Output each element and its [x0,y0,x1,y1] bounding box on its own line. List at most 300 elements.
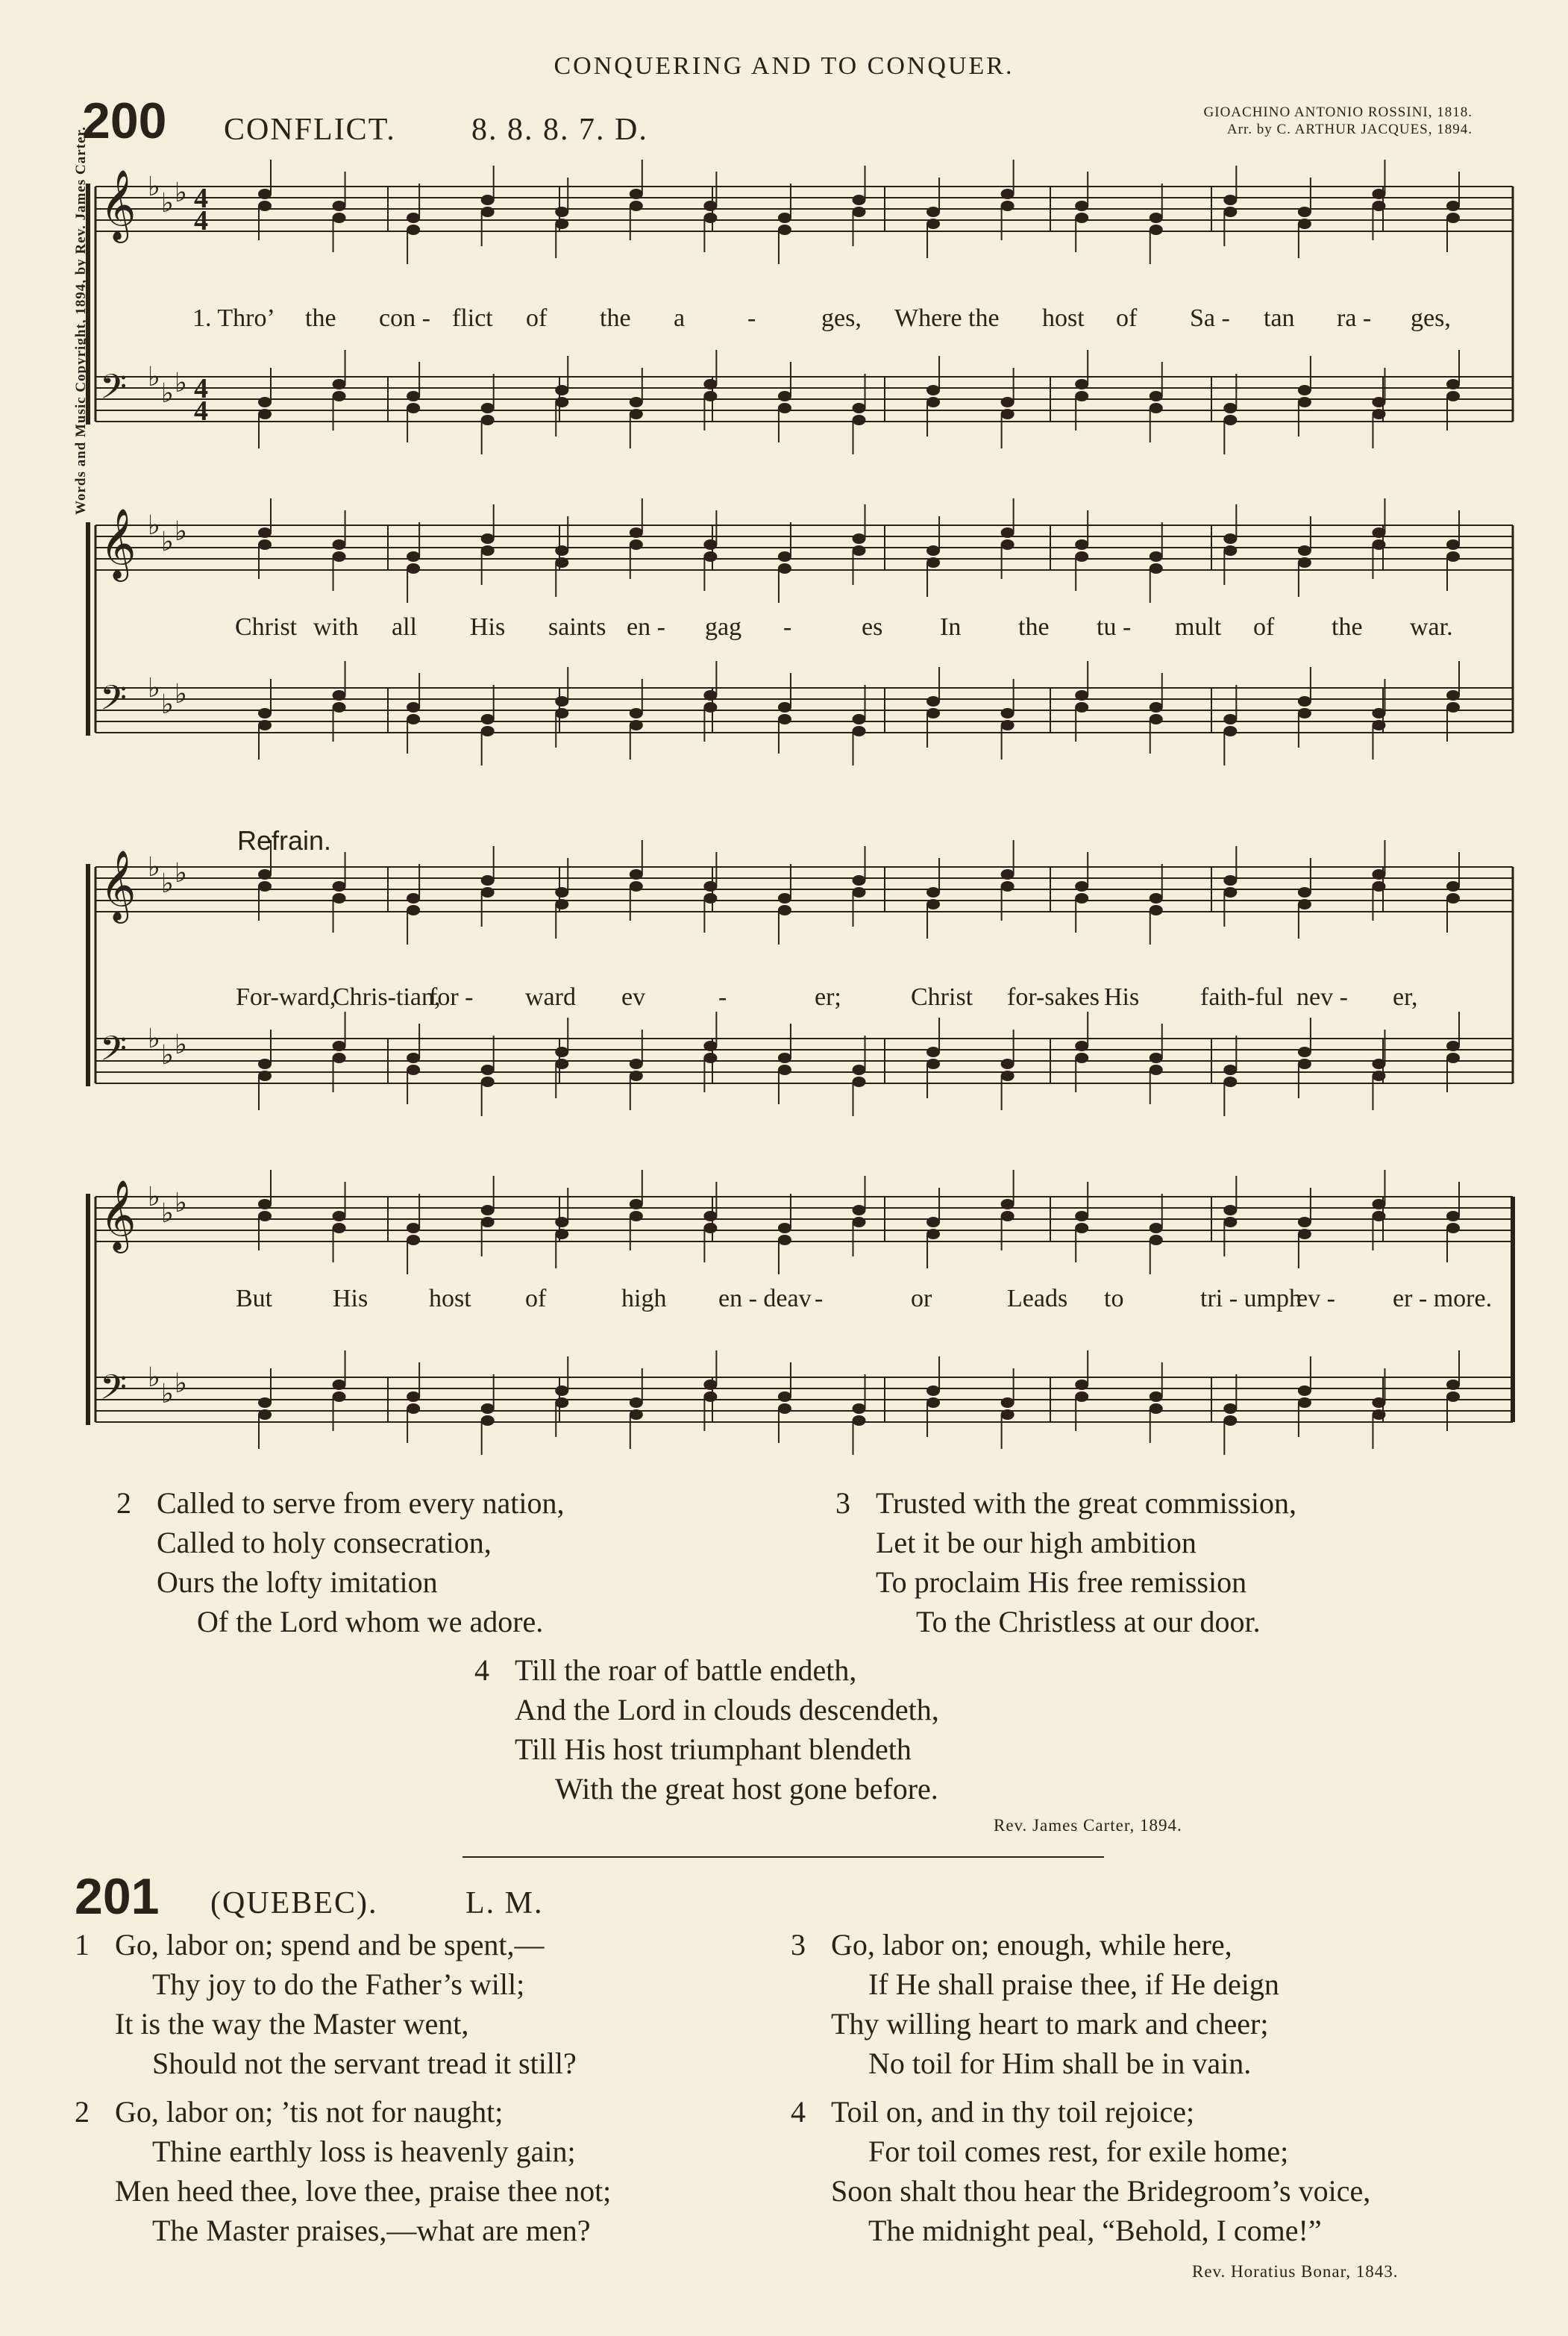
treble-clef-icon: 𝄞 [100,169,137,240]
note-head [778,893,791,904]
note-head [853,714,866,724]
note-head [1075,213,1088,223]
verse-line: Thine earthly loss is heavenly gain; [152,2135,576,2168]
note-head [555,1059,568,1069]
note-head [853,887,866,898]
note-head [1150,1065,1163,1075]
hymn-201-tune: (QUEBEC). [210,1886,378,1920]
verse-line: No toil for Him shall be in vain. [868,2047,1252,2080]
lyric-syllable: er, [1393,983,1418,1011]
hymn-divider [462,1856,1104,1858]
note-head [630,201,643,211]
note-head [926,696,940,707]
note-head [778,391,791,401]
note-head [703,379,717,389]
note-head [555,219,568,229]
note-head [853,403,866,413]
refrain-label: Refrain. [237,825,332,856]
note-head [1446,213,1460,223]
note-head [1446,1223,1460,1233]
note-head [258,869,272,880]
lyric-syllable: nev - [1296,983,1348,1011]
note-head [778,551,791,562]
note-head [1150,1053,1163,1063]
note-head [853,1217,866,1227]
note-head [1223,726,1237,736]
note-head [1446,201,1460,211]
hymn-201-meter: L. M. [465,1886,544,1920]
note-head [481,403,495,413]
note-head [926,1229,940,1239]
note-head [1075,539,1088,550]
note-head [1150,714,1163,724]
note-head [630,1059,643,1069]
verse-number: 4 [474,1653,489,1687]
note-head [853,533,866,544]
flat-icon: ♭ [161,1198,174,1229]
note-head [778,714,791,724]
note-head [481,1403,495,1414]
note-head [1372,708,1385,718]
note-head [333,893,346,904]
note-head [630,881,643,892]
note-head [258,1059,272,1069]
note-head [407,551,420,562]
verse-number: 4 [791,2095,806,2129]
note-head [1075,1380,1088,1390]
note-head [555,557,568,568]
note-head [1001,708,1015,718]
lyric-syllable: saints [548,613,606,641]
note-head [1372,409,1385,419]
verse-line: Soon shalt thou hear the Bridegroom’s voice, [831,2174,1371,2208]
note-head [333,379,346,389]
note-head [481,1205,495,1215]
note-head [1298,1217,1311,1227]
note-head [926,545,940,556]
hymn-201-verse-4 [791,2092,1370,2250]
verse-line: Trusted with the great commission, [876,1486,1297,1520]
note-head [258,720,272,730]
note-head [333,1391,346,1402]
note-head [1446,391,1460,401]
verse-line: Of the Lord whom we adore. [197,1605,544,1638]
lyric-syllable: or [911,1285,932,1312]
flat-icon: ♭ [148,1182,160,1212]
note-head [258,1071,272,1081]
note-head [333,391,346,401]
note-head [1075,1223,1088,1233]
note-head [778,905,791,915]
note-head [333,539,346,550]
note-head [333,690,346,701]
note-head [926,219,940,229]
note-head [1298,557,1311,568]
lyric-syllable: But [236,1285,273,1312]
composer-credit: GIOACHINO ANTONIO ROSSINI, 1818. [1203,104,1473,120]
lyric-syllable: war. [1410,613,1453,641]
note-head [1446,1380,1460,1390]
verse-line: Go, labor on; spend and be spent,— [115,1928,545,1961]
lyric-syllable: 1. Thro’ [192,304,275,332]
note-head [555,1229,568,1239]
lyric-syllable: faith-ful [1200,983,1284,1011]
note-head [1372,1059,1385,1069]
note-head [407,905,420,915]
verse-number: 2 [116,1486,131,1520]
flat-icon: ♭ [161,868,174,899]
lyric-syllable: a [674,304,686,332]
note-head [1001,1199,1015,1209]
note-head [630,708,643,718]
note-head [1298,1385,1311,1396]
note-head [1446,1391,1460,1402]
verse-line: Till His host triumphant blendeth [515,1732,912,1766]
note-head [630,397,643,407]
lyric-syllable: the [600,304,631,332]
note-head [1298,545,1311,556]
hymn-200-author: Rev. James Carter, 1894. [994,1816,1182,1835]
lyric-syllable: - [747,304,756,332]
verse-2 [116,1483,564,1641]
note-head [1446,893,1460,904]
time-signature: 4 [194,205,208,237]
note-head [703,1053,717,1063]
note-head [853,875,866,886]
verse-line: And the Lord in clouds descendeth, [515,1693,939,1726]
note-head [703,702,717,713]
note-head [258,189,272,199]
note-head [778,1053,791,1063]
lyric-syllable: of [526,304,548,332]
bass-clef-icon: 𝄢 [100,1368,128,1416]
note-head [1001,527,1015,538]
lyric-syllable: His [333,1285,369,1312]
note-head [1223,1065,1237,1075]
note-head [333,1380,346,1390]
note-head [555,1385,568,1396]
lyric-syllable: Sa - [1190,304,1230,332]
note-head [258,708,272,718]
note-head [1223,415,1237,425]
bass-clef-icon: 𝄢 [100,367,128,416]
note-head [853,1205,866,1215]
lyric-syllable: ra - [1337,304,1372,332]
note-head [778,403,791,413]
verse-line: Let it be our high ambition [876,1526,1197,1559]
note-head [407,1403,420,1414]
verse-line: If He shall praise thee, if He deign [868,1967,1279,2001]
verse-line: Called to serve from every nation, [157,1486,565,1520]
note-head [407,1391,420,1402]
note-head [333,1041,346,1051]
note-head [630,1397,643,1408]
note-head [1298,1229,1311,1239]
flat-icon: ♭ [175,1030,187,1060]
note-head [1223,887,1237,898]
note-head [1372,201,1385,211]
note-head [555,1397,568,1408]
note-head [1150,213,1163,223]
note-head [778,1223,791,1233]
flat-icon: ♭ [161,1379,174,1409]
flat-icon: ♭ [148,1024,160,1054]
note-head [1372,1199,1385,1209]
lyric-syllable: Christ [911,983,973,1011]
note-head [1075,881,1088,892]
lyric-syllable: er; [815,983,841,1011]
note-head [258,409,272,419]
note-head [853,726,866,736]
note-head [1298,385,1311,395]
note-head [555,696,568,707]
note-head [703,1391,717,1402]
verse-line: Till the roar of battle endeth, [515,1653,857,1687]
lyric-syllable: gag [705,613,742,641]
verse-line: The midnight peal, “Behold, I come!” [868,2214,1322,2247]
note-head [1372,1211,1385,1221]
note-head [407,213,420,223]
note-head [407,1065,420,1075]
verse-line: For toil comes rest, for exile home; [868,2135,1289,2168]
note-head [853,415,866,425]
note-head [1223,875,1237,886]
treble-clef-icon: 𝄞 [100,508,137,579]
note-head [1150,905,1163,915]
note-head [333,881,346,892]
note-head [630,720,643,730]
note-head [1372,527,1385,538]
note-head [1001,881,1015,892]
note-head [703,881,717,892]
note-head [1446,551,1460,562]
note-head [926,887,940,898]
note-head [1446,379,1460,389]
note-head [1075,690,1088,701]
verse-line: Ours the lofty imitation [157,1565,438,1599]
note-head [853,1065,866,1075]
verse-line: Thy willing heart to mark and cheer; [831,2007,1269,2041]
note-head [853,545,866,556]
note-head [1001,397,1015,407]
lyric-syllable: flict [452,304,493,332]
lyric-syllable: - [718,983,727,1011]
note-head [926,557,940,568]
note-head [1372,1409,1385,1420]
note-head [703,690,717,701]
lyric-syllable: ev - [1296,1285,1335,1312]
note-head [555,545,568,556]
lyric-syllable: for - [429,983,474,1011]
note-head [1223,195,1237,205]
note-head [703,1211,717,1221]
lyric-syllable: the [1018,613,1050,641]
flat-icon: ♭ [175,368,187,398]
note-head [481,195,495,205]
note-head [1223,545,1237,556]
note-head [481,1217,495,1227]
hymn-201-verse-1 [75,1925,577,2083]
note-head [853,1415,866,1426]
note-head [481,887,495,898]
note-head [1372,397,1385,407]
note-head [258,527,272,538]
lyric-syllable: Chris-tian, [333,983,441,1011]
note-head [853,1077,866,1087]
note-head [481,726,495,736]
note-head [407,702,420,713]
note-head [1001,1397,1015,1408]
verse-3 [835,1483,1296,1641]
note-head [481,545,495,556]
flat-icon: ♭ [148,510,160,541]
lyric-syllable: en - [627,613,665,641]
note-head [407,714,420,724]
note-head [1150,391,1163,401]
note-head [1075,1053,1088,1063]
hymn-200-tune: CONFLICT. [224,113,396,147]
note-head [703,213,717,223]
flat-icon: ♭ [148,362,160,392]
note-head [703,893,717,904]
verse-line: To the Christless at our door. [916,1605,1261,1638]
note-head [1223,403,1237,413]
verse-line: With the great host gone before. [555,1772,938,1806]
note-head [703,551,717,562]
note-head [1372,1071,1385,1081]
lyric-syllable: Where [894,304,962,332]
note-head [1150,551,1163,562]
verse-4 [474,1650,939,1809]
lyric-syllable: ges, [1411,304,1451,332]
note-head [853,1403,866,1414]
note-head [258,1199,272,1209]
bass-clef-icon: 𝄢 [100,1029,128,1077]
note-head [926,1217,940,1227]
lyric-syllable: For-ward, [236,983,336,1011]
note-head [1298,219,1311,229]
note-head [1075,1041,1088,1051]
note-head [1150,563,1163,574]
note-head [1223,207,1237,217]
note-head [1001,201,1015,211]
note-head [1223,533,1237,544]
verse-line: Should not the servant tread it still? [152,2047,577,2080]
note-head [555,708,568,718]
note-head [1372,881,1385,892]
note-head [258,397,272,407]
verse-number: 1 [75,1928,90,1961]
note-head [481,1065,495,1075]
note-head [778,213,791,223]
note-head [1298,1397,1311,1408]
verse-number: 3 [791,1928,806,1961]
running-head: CONQUERING AND TO CONQUER. [553,52,1015,80]
note-head [630,869,643,880]
verse-line: Go, labor on; enough, while here, [831,1928,1232,1961]
lyric-syllable: the [305,304,336,332]
lyric-syllable: all [392,613,417,641]
flat-icon: ♭ [148,673,160,704]
note-head [1075,201,1088,211]
lyric-syllable: tri - umph [1200,1285,1302,1312]
treble-clef-icon: 𝄞 [100,850,137,921]
time-signature: 4 [194,395,208,427]
note-head [1075,379,1088,389]
hymn-201-verse-3 [791,1925,1279,2083]
flat-icon: ♭ [148,1362,160,1393]
note-head [1446,690,1460,701]
flat-icon: ♭ [148,172,160,202]
note-head [1075,1391,1088,1402]
hymn-201-verse-2 [75,2092,611,2250]
note-head [1001,1211,1015,1221]
note-head [555,899,568,909]
note-head [481,714,495,724]
verse-line: Men heed thee, love thee, praise thee not; [115,2174,612,2208]
time-signature: 4 [194,183,208,214]
note-head [926,899,940,909]
note-head [407,403,420,413]
note-head [555,1047,568,1057]
note-head [333,201,346,211]
note-head [1150,1223,1163,1233]
lyric-syllable: mult [1175,613,1222,641]
verse-line: Thy joy to do the Father’s will; [152,1967,525,2001]
lyric-syllable: - [815,1285,824,1312]
lyric-syllable: Christ [235,613,298,641]
note-head [1372,720,1385,730]
note-head [703,391,717,401]
note-head [630,189,643,199]
note-head [853,207,866,217]
note-head [1075,551,1088,562]
note-head [333,551,346,562]
flat-icon: ♭ [175,858,187,889]
note-head [333,1223,346,1233]
note-head [1001,720,1015,730]
note-head [407,563,420,574]
note-head [481,415,495,425]
verse-line: To proclaim His free remission [876,1565,1247,1599]
lyric-syllable: er - more. [1393,1285,1493,1312]
note-head [333,213,346,223]
note-head [1298,1059,1311,1069]
treble-clef-icon: 𝄞 [100,1180,137,1250]
note-head [333,1053,346,1063]
lyric-syllable: His [1104,983,1140,1011]
note-head [703,1223,717,1233]
lyric-syllable: of [1116,304,1138,332]
note-head [1075,1211,1088,1221]
hymn-200-meter: 8. 8. 8. 7. D. [471,113,648,147]
note-head [778,702,791,713]
note-head [1223,1415,1237,1426]
note-head [1075,391,1088,401]
lyric-syllable: ges, [821,304,862,332]
lyric-syllable: en - deav [718,1285,812,1312]
hymn-200-number: 200 [82,93,167,149]
note-head [407,1223,420,1233]
flat-icon: ♭ [175,516,187,547]
note-head [1446,702,1460,713]
verse-line: Toil on, and in thy toil rejoice; [831,2095,1195,2129]
note-head [926,385,940,395]
note-head [555,207,568,217]
note-head [258,539,272,550]
note-head [258,201,272,211]
lyric-syllable: of [1253,613,1275,641]
